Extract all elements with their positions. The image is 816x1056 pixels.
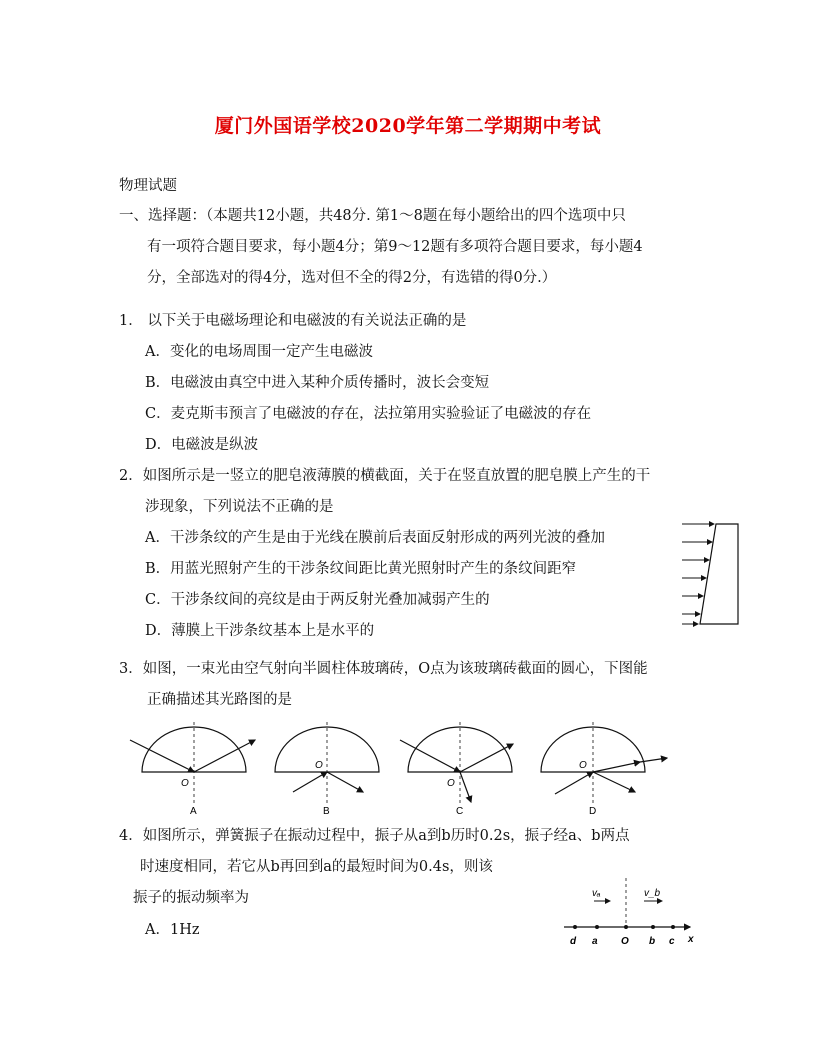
q2-option-d: D．薄膜上干涉条纹基本上是水平的 xyxy=(145,623,375,639)
q4-option-a: A．1Hz xyxy=(145,922,200,938)
oscillator-figure xyxy=(562,874,702,946)
q3-stem-line2: 正确描述其光路图的是 xyxy=(147,692,292,708)
q4-stem-line1: 4．如图所示，弹簧振子在振动过程中，振子从a到b历时0.2s，振子经a、b两点 xyxy=(119,828,630,844)
section-heading-line2: 有一项符合题目要求，每小题4分；第9～12题有多项符合题目要求，每小题4 xyxy=(147,239,643,255)
figure-a-label: A xyxy=(190,806,197,817)
figure-d-label: D xyxy=(589,806,597,817)
subject-label: 物理试题 xyxy=(119,178,177,194)
semicircle-figures xyxy=(125,720,695,820)
figure-d xyxy=(541,722,667,817)
figure-c-center-label: O xyxy=(447,778,455,789)
point-d-label: d xyxy=(570,936,577,947)
figure-d-center-label: O xyxy=(579,760,587,771)
figure-b-label: B xyxy=(323,806,330,817)
q1-stem: 1． 以下关于电磁场理论和电磁波的有关说法正确的是 xyxy=(119,313,467,329)
figure-b xyxy=(275,722,379,817)
q4-stem-line3: 振子的振动频率为 xyxy=(133,890,249,906)
page-title: 厦门外国语学校2020学年第二学期期中考试 xyxy=(214,115,602,137)
section-heading-line1: 一、选择题：（本题共12小题，共48分. 第1～8题在每小题给出的四个选项中只 xyxy=(119,208,626,224)
soap-film-figure xyxy=(678,516,740,632)
q2-stem-line2: 涉现象，下列说法不正确的是 xyxy=(145,499,334,515)
figure-c-label: C xyxy=(456,806,464,817)
q1-option-c: C．麦克斯韦预言了电磁波的存在，法拉第用实验验证了电磁波的存在 xyxy=(145,406,592,422)
point-a-label: a xyxy=(592,936,598,947)
vb-label: v_b xyxy=(644,888,661,899)
q1-option-d: D．电磁波是纵波 xyxy=(145,437,259,453)
q3-stem-line1: 3．如图，一束光由空气射向半圆柱体玻璃砖，O点为该玻璃砖截面的圆心，下图能 xyxy=(119,661,648,677)
va-label: vₐ xyxy=(592,888,601,899)
q2-stem-line1: 2．如图所示是一竖立的肥皂液薄膜的横截面，关于在竖直放置的肥皂膜上产生的干 xyxy=(119,468,651,484)
q2-option-b: B．用蓝光照射产生的干涉条纹间距比黄光照射时产生的条纹间距窄 xyxy=(145,561,577,577)
figure-b-center-label: O xyxy=(315,760,323,771)
q4-stem-line2: 时速度相同，若它从b再回到a的最短时间为0.4s，则该 xyxy=(140,859,493,875)
q2-option-a: A．干涉条纹的产生是由于光线在膜前后表面反射形成的两列光波的叠加 xyxy=(145,530,605,546)
q2-option-c: C．干涉条纹间的亮纹是由于两反射光叠加减弱产生的 xyxy=(145,592,490,608)
figure-a-center-label: O xyxy=(181,778,189,789)
section-heading-line3: 分，全部选对的得4分，选对但不全的得2分，有选错的得0分.） xyxy=(147,270,557,286)
point-o-label: O xyxy=(621,936,629,947)
point-c-label: c xyxy=(669,936,675,947)
point-b-label: b xyxy=(649,936,656,947)
q1-option-a: A．变化的电场周围一定产生电磁波 xyxy=(145,344,373,360)
axis-x-label: x xyxy=(688,934,694,945)
figure-c xyxy=(400,722,513,817)
q1-option-b: B．电磁波由真空中进入某种介质传播时，波长会变短 xyxy=(145,375,490,391)
figure-a xyxy=(130,722,255,817)
soap-film-shape xyxy=(700,524,738,624)
